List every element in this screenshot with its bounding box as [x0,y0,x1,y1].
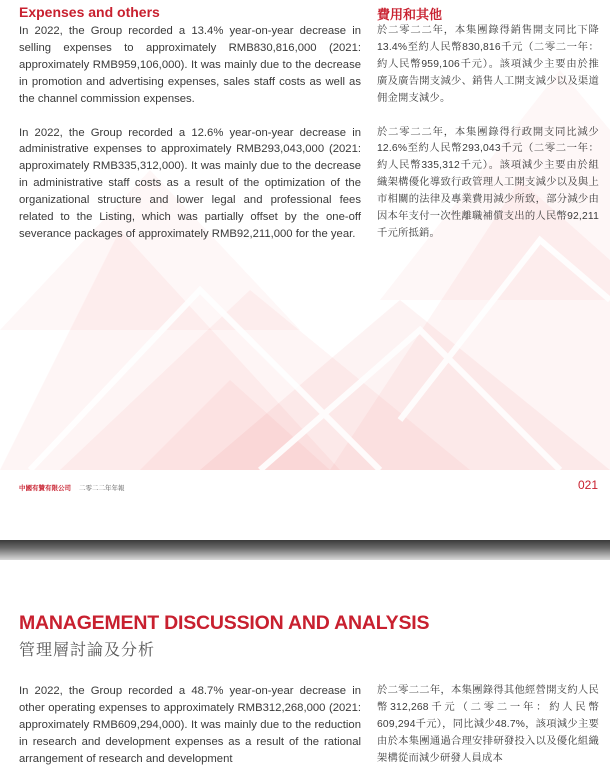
chinese-column-2 [377,683,599,768]
selling-expenses-paragraph-zh: 於二零二二年，本集團錄得銷售開支同比下降13.4%至約人民幣830,816千元（二零二一年：約人民幣959,106千元）。該項減少主要由於推廣及廣告開支減少、銷售人工開支減少以及渠道佣金開支減少。 [377,25,599,104]
page-title-en: MANAGEMENT DISCUSSION AND ANALYSIS [19,612,430,634]
section-heading-zh: 費用和其他 [377,7,443,22]
english-column-2 [19,683,361,768]
other-operating-expenses-paragraph-zh: 於二零二二年，本集團錄得其他經營開支約人民幣312,268千元（二零二一年：約人民幣609,294千元），同比減少48.7%，該項減少主要由於本集團通過合理安排研發投入以及優化組織架構從而減少研發人員成本 [377,685,599,764]
page-title-zh: 管理層討論及分析 [19,642,156,659]
administrative-expenses-paragraph-zh: 於二零二二年，本集團錄得行政開支同比減少12.6%至約人民幣293,043千元（二零二一年：約人民幣335,312千元）。該項減少主要由於組織架構優化導致行政管理人工開支減少以及與上市相關的法律及專業費用減少所致，部分減少由因本年支付一次性離職補償支出的人民幣92,211千元所抵銷。 [377,126,599,239]
page-separator [0,540,610,560]
administrative-expenses-paragraph-en: In 2022, the Group recorded a 12.6% year-on-year decrease in administrative expenses to approximately RMB293,043,000 (2021: approximately RMB335,312,000). It was mainly due to the decrease in administrative staff costs as a result of the optimization of the organizational structure and lower legal and professional fees related to the Listing, which was partially offset by the one-off severance packages of approximately RMB92,211,000 for the year. [19,126,361,240]
page-number: 021 [577,478,598,492]
other-operating-expenses-paragraph-en: In 2022, the Group recorded a 48.7% year-on-year decrease in other operating expenses to approximately RMB312,268,000 (2021: approximately RMB609,294,000). It was mainly due to the reduction in research and development expenses as a result of the rational arrangement of research and development [19,685,361,765]
selling-expenses-paragraph-en: In 2022, the Group recorded a 13.4% year-on-year decrease in selling expenses to approximately RMB830,816,000 (2021: approximately RMB959,106,000). It was mainly due to the decrease in promotion and advertising expenses, sales staff costs as well as the channel commission expenses. [19,25,361,105]
chinese-column [377,23,599,243]
report-page-next [0,560,610,768]
page-footer [19,483,125,492]
section-heading-en: Expenses and others [19,4,160,20]
footer-company-name: 中國有贊有限公司 [19,485,71,492]
english-column [19,23,361,243]
footer-report-title: 二零二二年年報 [79,485,125,492]
